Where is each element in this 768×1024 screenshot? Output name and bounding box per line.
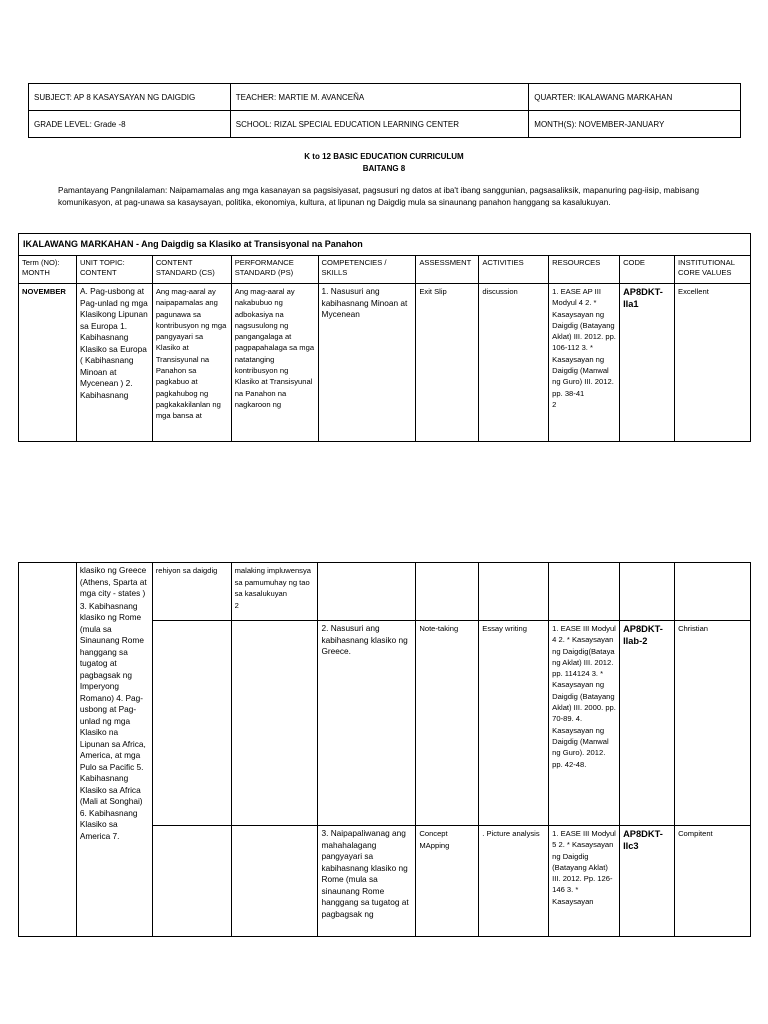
unit-text: 3. Kabihasnang klasiko ng Rome (mula sa Sinaunang Rome hanggang sa tugatog at pagbagsak ng Imperyong Romano) 4. Pag-usbong at Pag-unlad ng mga Klasiko na Lipunan sa Africa, America, at mga Pulo sa Pacific 5. Kabihasnang Klasiko sa Africa (Mali at Songhai) 6. Kabihasnang Klasiko sa America 7. bbox=[79, 600, 146, 841]
curriculum-table-top bbox=[18, 233, 751, 442]
school-cell: SCHOOL: RIZAL SPECIAL EDUCATION LEARNING CENTER bbox=[230, 111, 529, 138]
cs-cell: Ang mag-aaral ay naipapamalas ang pagunawa sa kontribusyon ng mga pangyayari sa Klasiko at Transisyunal na Panahon sa pagkabuo at pagkahubog ng pagkakakilanlan ng mga bansa at bbox=[152, 284, 231, 442]
activities-cell bbox=[479, 563, 549, 621]
resources-text: 1. EASE AP III Modyul 4 2. * Kasaysayan ng Daigdig (Batayang Aklat) III. 2012. pp. 106-112 3. * Kasaysayan ng Daigdig (Manwal ng Guro) III. 2012. pp. 38-41 bbox=[552, 287, 616, 398]
info-row bbox=[29, 111, 741, 138]
header-ps: PERFORMANCE STANDARD (PS) bbox=[231, 256, 318, 284]
assessment-cell bbox=[416, 563, 479, 621]
activities-cell: discussion bbox=[479, 284, 549, 442]
table-row bbox=[19, 563, 751, 621]
header-assessment: ASSESSMENT bbox=[416, 256, 479, 284]
code-cell: AP8DKT-IIc3 bbox=[620, 826, 675, 937]
header-activities: ACTIVITIES bbox=[479, 256, 549, 284]
info-row bbox=[29, 84, 741, 111]
competency-cell: 2. Nasusuri ang kabihasnang klasiko ng Greece. bbox=[318, 621, 416, 826]
table-row bbox=[19, 284, 751, 442]
header-cs: CONTENT STANDARD (CS) bbox=[152, 256, 231, 284]
activities-cell: Essay writing bbox=[479, 621, 549, 826]
quarter-title: IKALAWANG MARKAHAN - Ang Daigdig sa Klasiko at Transisyonal na Panahon bbox=[19, 234, 751, 256]
teacher-cell: TEACHER: MARTIE M. AVANCEÑA bbox=[230, 84, 529, 111]
code-cell bbox=[620, 563, 675, 621]
page-number: 2 bbox=[552, 399, 557, 409]
header-core-values: INSTITUTIONAL CORE VALUES bbox=[675, 256, 751, 284]
competency-cell bbox=[318, 563, 416, 621]
core-value-cell: Compitent bbox=[675, 826, 751, 937]
curriculum-title: K to 12 BASIC EDUCATION CURRICULUM bbox=[304, 152, 464, 161]
cs-cell: rehiyon sa daigdig bbox=[152, 563, 231, 621]
competency-cell: 3. Naipapaliwanag ang mahahalagang pangyayari sa kabihasnang klasiko ng Rome (mula sa sinaunang Rome hanggang sa tugatog at pagbagsak ng bbox=[318, 826, 416, 937]
content-standard-paragraph: Pamantayang Pangnilalaman: Naipamamalas ang mga kasanayan sa pagsisiyasat, pagsusuri ng datos at iba't ibang sanggunian, pagsasaliksik, mapanuring pag-iisip, mabisang komunikasyon, at pag-unawa sa kasaysayan, politika, ekonomiya, kultura, at lipunan ng Daigdig mula sa sinaunang panahon hanggang sa kasalukuyan. bbox=[58, 186, 700, 207]
unit-cell: A. Pag-usbong at Pag-unlad ng mga Klasikong Lipunan sa Europa 1. Kabihasnang Klasiko sa Europa ( Kabihasnang Minoan at Mycenean ) 2. Kabihasnang bbox=[76, 284, 152, 442]
assessment-cell: Exit Slip bbox=[416, 284, 479, 442]
header-row bbox=[19, 256, 751, 284]
code-cell: AP8DKT-IIa1 bbox=[620, 284, 675, 442]
header-competencies: COMPETENCIES / SKILLS bbox=[318, 256, 416, 284]
header-code: CODE bbox=[620, 256, 675, 284]
competency-cell: 1. Nasusuri ang kabihasnang Minoan at Mycenean bbox=[318, 284, 416, 442]
cs-cell bbox=[152, 826, 231, 937]
curriculum-table-bottom bbox=[18, 562, 751, 937]
header-unit: UNIT TOPIC: CONTENT bbox=[76, 256, 152, 284]
assessment-cell: Note-taking bbox=[416, 621, 479, 826]
unit-cell bbox=[76, 563, 152, 937]
code-cell: AP8DKT-IIab-2 bbox=[620, 621, 675, 826]
quarter-cell: QUARTER: IKALAWANG MARKAHAN bbox=[529, 84, 741, 111]
ps-cell bbox=[231, 563, 318, 621]
info-table bbox=[28, 83, 741, 138]
resources-cell bbox=[549, 284, 620, 442]
core-value-cell: Christian bbox=[675, 621, 751, 826]
header-term: Term (NO): MONTH bbox=[19, 256, 77, 284]
term-cell: NOVEMBER bbox=[19, 284, 77, 442]
ps-cell bbox=[231, 826, 318, 937]
subject-cell: SUBJECT: AP 8 KASAYSAYAN NG DAIGDIG bbox=[29, 84, 231, 111]
months-cell: MONTH(S): NOVEMBER-JANUARY bbox=[529, 111, 741, 138]
resources-cell bbox=[549, 563, 620, 621]
header-resources: RESOURCES bbox=[549, 256, 620, 284]
core-value-cell: Excellent bbox=[675, 284, 751, 442]
ps-cell bbox=[231, 621, 318, 826]
core-value-cell bbox=[675, 563, 751, 621]
ps-text: malaking impluwensya sa pamumuhay ng tao sa kasalukuyan bbox=[234, 566, 311, 598]
grade-cell: GRADE LEVEL: Grade -8 bbox=[29, 111, 231, 138]
grade-title: BAITANG 8 bbox=[362, 164, 406, 173]
unit-text-continued: klasiko ng Greece (Athens, Sparta at mga city - states ) bbox=[79, 565, 147, 598]
assessment-cell: Concept MApping bbox=[416, 826, 479, 937]
activities-cell: . Picture analysis bbox=[479, 826, 549, 937]
ps-cell: Ang mag-aaral ay nakabubuo ng adbokasiya na nagsusulong ng pangangalaga at pagpapahalaga sa mga natatanging kontribusyon ng Klasiko at Transisyunal na Panahon na nagkaroon ng bbox=[231, 284, 318, 442]
term-cell bbox=[19, 563, 77, 937]
resources-cell: 1. EASE III Modyul 4 2. * Kasaysayan ng Daigdig(Bataya ng Aklat) III. 2012. pp. 114124 3. * Kasaysayan ng Daigdig (Batayang Aklat) III. 2000. pp. 70-89. 4. Kasaysayan ng Daigdig (Manwal ng Guro). 2012. pp. 42-48. bbox=[549, 621, 620, 826]
page-number: 2 bbox=[234, 600, 239, 610]
resources-cell: 1. EASE III Modyul 5 2. * Kasaysayan ng Daigdig (Batayang Aklat) III. 2012. Pp. 126-146 3. * Kasaysayan bbox=[549, 826, 620, 937]
cs-cell bbox=[152, 621, 231, 826]
